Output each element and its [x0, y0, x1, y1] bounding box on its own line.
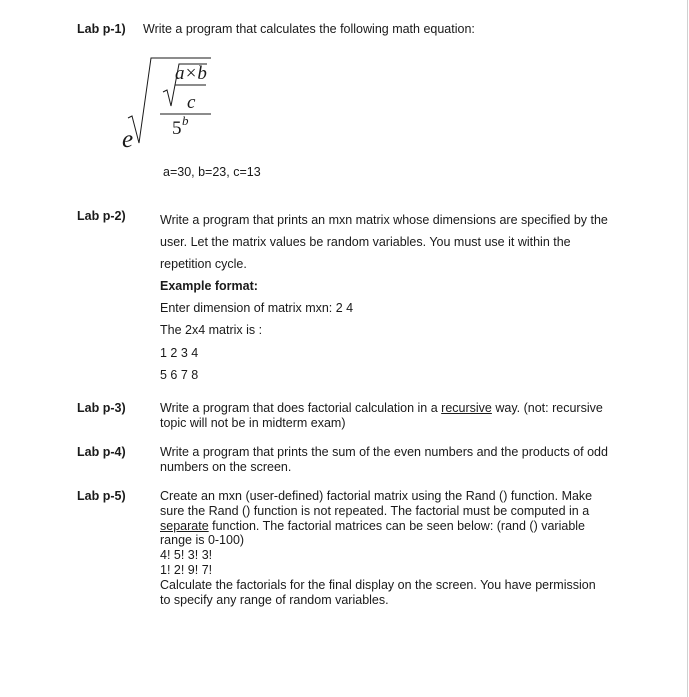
lab-p5-closing: Calculate the factorials for the final display on the screen. You have permission to specify any range of random variables.: [160, 577, 596, 607]
lab-p5-body: [160, 489, 608, 607]
lab-p2-example-line: The 2x4 matrix is :: [160, 323, 263, 338]
equation-denominator-exponent: b: [182, 113, 189, 128]
page-right-border: [687, 0, 688, 697]
lab-p2-example-heading: Example format:: [160, 279, 258, 294]
lab-p5-underlined: separate: [160, 518, 209, 533]
lab-p2-text: Write a program that prints an mxn matrix whose dimensions are specified by the user. Let the matrix values be random variables. You must use it within the repetition cycle.: [160, 213, 608, 272]
lab-p3-text: Write a program that does factorial calculation in a recursive way. (not: recursive topic will not be in midterm exam): [160, 401, 603, 430]
lab-p5-label: Lab p-5): [77, 489, 126, 503]
lab-p5-matrix-row: 1! 2! 9! 7!: [160, 562, 213, 577]
lab-p3-underlined: recursive: [441, 401, 492, 415]
math-equation: [115, 48, 245, 158]
lab-p2-example-line: 1 2 3 4: [160, 345, 199, 360]
lab-p4-label: Lab p-4): [77, 445, 126, 459]
equation-denominator-inner: c: [187, 92, 196, 113]
lab-p2-example-line: 5 6 7 8: [160, 367, 199, 382]
equation-denominator-base: 5: [172, 118, 182, 139]
lab-p2-body: [160, 209, 608, 386]
lab-p4-body: [160, 445, 608, 475]
lab-p5-matrix-row: 4! 5! 3! 3!: [160, 548, 213, 563]
lab-p2-label: Lab p-2): [77, 209, 126, 223]
lab-p3-label: Lab p-3): [77, 401, 126, 415]
lab-p4-text: Write a program that prints the sum of the even numbers and the products of odd numbers on the screen.: [160, 445, 608, 474]
lab-p1-values: a=30, b=23, c=13: [163, 165, 261, 179]
lab-p1-label: Lab p-1): [77, 22, 126, 36]
equation-numerator: a×b: [175, 63, 207, 84]
lab-p1-text: Write a program that calculates the following math equation:: [143, 22, 475, 36]
equation-e: e: [122, 126, 134, 153]
lab-p3-body: [160, 401, 608, 431]
lab-p2-example-line: Enter dimension of matrix mxn: 2 4: [160, 301, 354, 316]
lab-p5-text: Create an mxn (user-defined) factorial matrix using the Rand () function. Make sure the Rand () function is not repeated. The factorial must be computed in a separate function. The factorial matrices can be seen below: (rand () variable range is 0-100): [160, 489, 593, 548]
